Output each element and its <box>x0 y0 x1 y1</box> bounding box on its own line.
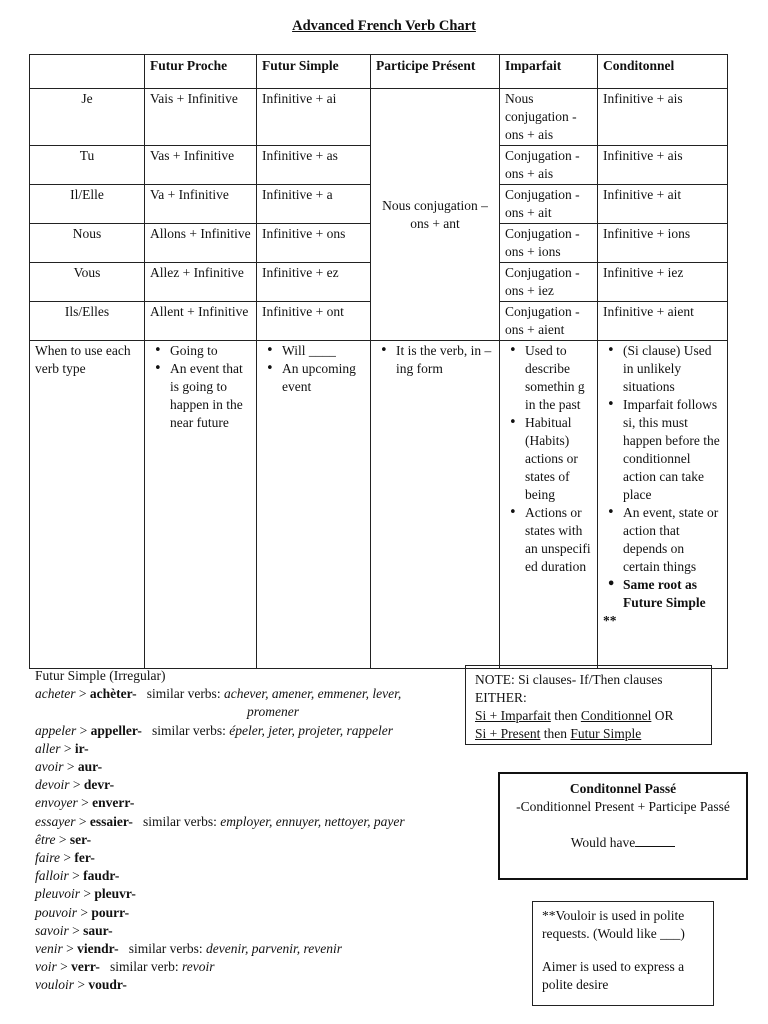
future-stem: ir- <box>74 740 89 756</box>
similar-verbs: employer, ennuyer, nettoyer, payer <box>220 813 405 829</box>
pronoun-cell: Je <box>30 89 145 146</box>
irregular-verb-line <box>35 722 460 740</box>
infinitive: faire <box>35 850 60 866</box>
infinitive: falloir <box>35 868 69 884</box>
irregular-verb-line <box>35 813 460 831</box>
infinitive: venir <box>35 941 63 957</box>
irregular-verb-line <box>35 940 460 958</box>
usage-conditionnel-cell <box>598 341 728 669</box>
futur-proche-cell: Allons + Infinitive <box>145 224 257 263</box>
similar-verbs: promener <box>247 704 299 720</box>
arrow-separator: > <box>75 813 90 829</box>
future-stem: faudr- <box>83 868 120 884</box>
usage-participe-present-cell <box>371 341 500 669</box>
usage-imparfait-cell <box>500 341 598 669</box>
arrow-separator: > <box>74 977 89 993</box>
future-stem: pourr- <box>91 904 130 920</box>
futur-simple-cell: Infinitive + ont <box>257 302 371 341</box>
pronoun-cell: Vous <box>30 263 145 302</box>
arrow-separator: > <box>63 759 78 775</box>
list-item: • Going to <box>150 342 251 360</box>
note-text: then <box>550 708 581 723</box>
irregular-verbs-list <box>35 667 460 995</box>
arrow-separator: > <box>56 959 72 975</box>
irregular-verb-line <box>35 867 460 885</box>
infinitive: être <box>35 831 56 847</box>
irregular-verb-line <box>35 922 460 940</box>
header-conditionnel: Conditonnel <box>598 55 728 89</box>
verb-chart-table <box>29 54 728 669</box>
futur-simple-cell: Infinitive + a <box>257 185 371 224</box>
futur-simple-cell: Infinitive + ai <box>257 89 371 146</box>
header-row <box>30 55 728 89</box>
list-item: • An upcoming event <box>262 360 365 396</box>
arrow-separator: > <box>62 941 78 957</box>
list-item: • It is the verb, in –ing form <box>376 342 494 378</box>
arrow-separator: > <box>80 886 95 902</box>
futur-simple-cell: Infinitive + as <box>257 146 371 185</box>
infinitive: envoyer <box>35 795 78 811</box>
infinitive: essayer <box>35 813 76 829</box>
conditionnel-passe-box <box>498 772 748 880</box>
future-stem: aur- <box>77 759 103 775</box>
aimer-text: Aimer is used to express a polite desire <box>542 959 685 992</box>
future-stem: voudr- <box>88 977 127 993</box>
conditionnel-cell: Infinitive + ais <box>598 89 728 146</box>
conditionnel-cell: Infinitive + aient <box>598 302 728 341</box>
vouloir-aimer-note <box>532 901 714 1006</box>
similar-label: similar verb: <box>99 959 182 975</box>
footnote-marker: ** <box>603 613 617 628</box>
list-item: • An event, state or action that depends on certain things <box>603 504 722 576</box>
future-stem: saur- <box>83 922 113 938</box>
similar-verbs: revoir <box>181 959 215 975</box>
infinitive: pleuvoir <box>35 886 80 902</box>
note-line: NOTE: Si clauses- If/Then clauses <box>475 672 663 687</box>
future-stem: achèter- <box>89 686 137 702</box>
futur-proche-cell: Allent + Infinitive <box>145 302 257 341</box>
infinitive: avoir <box>35 759 64 775</box>
futur-simple-cell: Infinitive + ons <box>257 224 371 263</box>
list-item: • Will ____ <box>262 342 365 360</box>
header-imparfait: Imparfait <box>500 55 598 89</box>
note-term: Futur Simple <box>570 726 642 741</box>
infinitive: vouloir <box>35 977 74 993</box>
irregular-verb-line <box>35 685 460 703</box>
list-item: • Actions or states with an unspecifi ed duration <box>505 504 592 576</box>
cond-passe-meaning <box>506 832 740 852</box>
future-stem: verr- <box>71 959 100 975</box>
infinitive: savoir <box>35 922 69 938</box>
note-text: OR <box>651 708 674 723</box>
note-line <box>475 725 702 743</box>
cond-passe-meaning-text: Would have <box>570 835 636 850</box>
pronoun-cell: Il/Elle <box>30 185 145 224</box>
note-term: Conditionnel <box>580 708 652 723</box>
note-term: Si + Present <box>475 726 541 741</box>
infinitive: voir <box>35 959 57 975</box>
cond-passe-formula: -Conditionnel Present + Participe Passé <box>516 799 730 814</box>
si-clause-note <box>465 665 712 745</box>
list-item: • Used to describe somethin g in the past <box>505 342 592 414</box>
arrow-separator: > <box>77 904 92 920</box>
irregular-verb-line <box>35 758 460 776</box>
irregular-verb-line <box>35 904 460 922</box>
irregular-heading: Futur Simple (Irregular) <box>35 668 166 683</box>
imparfait-cell: Conjugation -ons + ait <box>500 185 598 224</box>
header-futur-proche: Futur Proche <box>145 55 257 89</box>
irregular-verb-line <box>35 740 460 758</box>
future-stem: ser- <box>69 831 92 847</box>
usage-label-cell: When to use each verb type <box>30 341 145 669</box>
usage-row <box>30 341 728 669</box>
irregular-lines <box>35 685 460 994</box>
list-item: • Habitual (Habits) actions or states of being <box>505 414 592 504</box>
irregular-verb-line <box>35 703 460 721</box>
imparfait-cell: Conjugation -ons + ais <box>500 146 598 185</box>
irregular-verb-line <box>35 776 460 794</box>
irregular-verb-line <box>35 794 460 812</box>
conditionnel-cell: Infinitive + ait <box>598 185 728 224</box>
header-futur-simple: Futur Simple <box>257 55 371 89</box>
arrow-separator: > <box>77 795 93 811</box>
futur-proche-cell: Vas + Infinitive <box>145 146 257 185</box>
note-text: then <box>540 726 571 741</box>
arrow-separator: > <box>60 850 75 866</box>
header-participe-present: Participe Présent <box>371 55 500 89</box>
infinitive: appeler <box>35 722 77 738</box>
imparfait-cell: Nous conjugation - ons + ais <box>500 89 598 146</box>
arrow-separator: > <box>76 722 91 738</box>
irregular-verb-line <box>35 885 460 903</box>
usage-futur-proche-cell <box>145 341 257 669</box>
arrow-separator: > <box>75 686 90 702</box>
participe-present-cell <box>371 89 500 341</box>
imparfait-cell: Conjugation -ons + ions <box>500 224 598 263</box>
usage-futur-simple-cell <box>257 341 371 669</box>
arrow-separator: > <box>68 922 84 938</box>
future-stem: appeller- <box>90 722 142 738</box>
pronoun-cell: Tu <box>30 146 145 185</box>
vouloir-text: **Vouloir is used in polite requests. (Would like ___) <box>542 908 685 941</box>
irregular-verb-line <box>35 831 460 849</box>
arrow-separator: > <box>68 868 84 884</box>
list-item: • Same root as Future Simple <box>603 576 722 612</box>
future-stem: devr- <box>83 777 115 793</box>
futur-simple-cell: Infinitive + ez <box>257 263 371 302</box>
irregular-verb-line <box>35 849 460 867</box>
similar-verbs: devenir, parvenir, revenir <box>206 941 342 957</box>
infinitive: acheter <box>35 686 76 702</box>
blank-line <box>635 832 675 847</box>
pronoun-cell: Ils/Elles <box>30 302 145 341</box>
participe-present-text: Nous conjugation – ons + ant <box>382 197 488 231</box>
similar-label: similar verbs: <box>141 722 230 738</box>
future-stem: essaier- <box>89 813 133 829</box>
irregular-verb-line <box>35 958 460 976</box>
arrow-separator: > <box>69 777 84 793</box>
similar-label: similar verbs: <box>118 941 206 957</box>
header-empty <box>30 55 145 89</box>
future-stem: pleuvr- <box>94 886 136 902</box>
futur-proche-cell: Vais + Infinitive <box>145 89 257 146</box>
future-stem: fer- <box>74 850 95 866</box>
page-title: Advanced French Verb Chart <box>292 18 476 34</box>
similar-label: similar verbs: <box>136 686 224 702</box>
future-stem: viendr- <box>77 941 119 957</box>
conditionnel-cell: Infinitive + ions <box>598 224 728 263</box>
conditionnel-cell: Infinitive + iez <box>598 263 728 302</box>
futur-proche-cell: Va + Infinitive <box>145 185 257 224</box>
note-term: Si + Imparfait <box>475 708 551 723</box>
arrow-separator: > <box>55 831 70 847</box>
note-line <box>475 707 702 725</box>
list-item: • Imparfait follows si, this must happen before the conditionnel action can take place <box>603 396 722 504</box>
infinitive: pouvoir <box>35 904 77 920</box>
table-row <box>30 89 728 146</box>
imparfait-cell: Conjugation -ons + aient <box>500 302 598 341</box>
futur-proche-cell: Allez + Infinitive <box>145 263 257 302</box>
arrow-separator: > <box>60 740 75 756</box>
pronoun-cell: Nous <box>30 224 145 263</box>
similar-verbs: épeler, jeter, projeter, rappeler <box>229 722 393 738</box>
list-item: • (Si clause) Used in unlikely situations <box>603 342 722 396</box>
similar-verbs: achever, amener, emmener, lever, <box>223 686 402 702</box>
future-stem: enverr- <box>92 795 135 811</box>
list-item: • An event that is going to happen in the near future <box>150 360 251 432</box>
note-line: EITHER: <box>475 690 527 705</box>
infinitive: devoir <box>35 777 70 793</box>
imparfait-cell: Conjugation -ons + iez <box>500 263 598 302</box>
infinitive: aller <box>35 740 61 756</box>
cond-passe-title: Conditonnel Passé <box>569 781 677 796</box>
irregular-verb-line <box>35 976 460 994</box>
conditionnel-cell: Infinitive + ais <box>598 146 728 185</box>
similar-label: similar verbs: <box>132 813 221 829</box>
